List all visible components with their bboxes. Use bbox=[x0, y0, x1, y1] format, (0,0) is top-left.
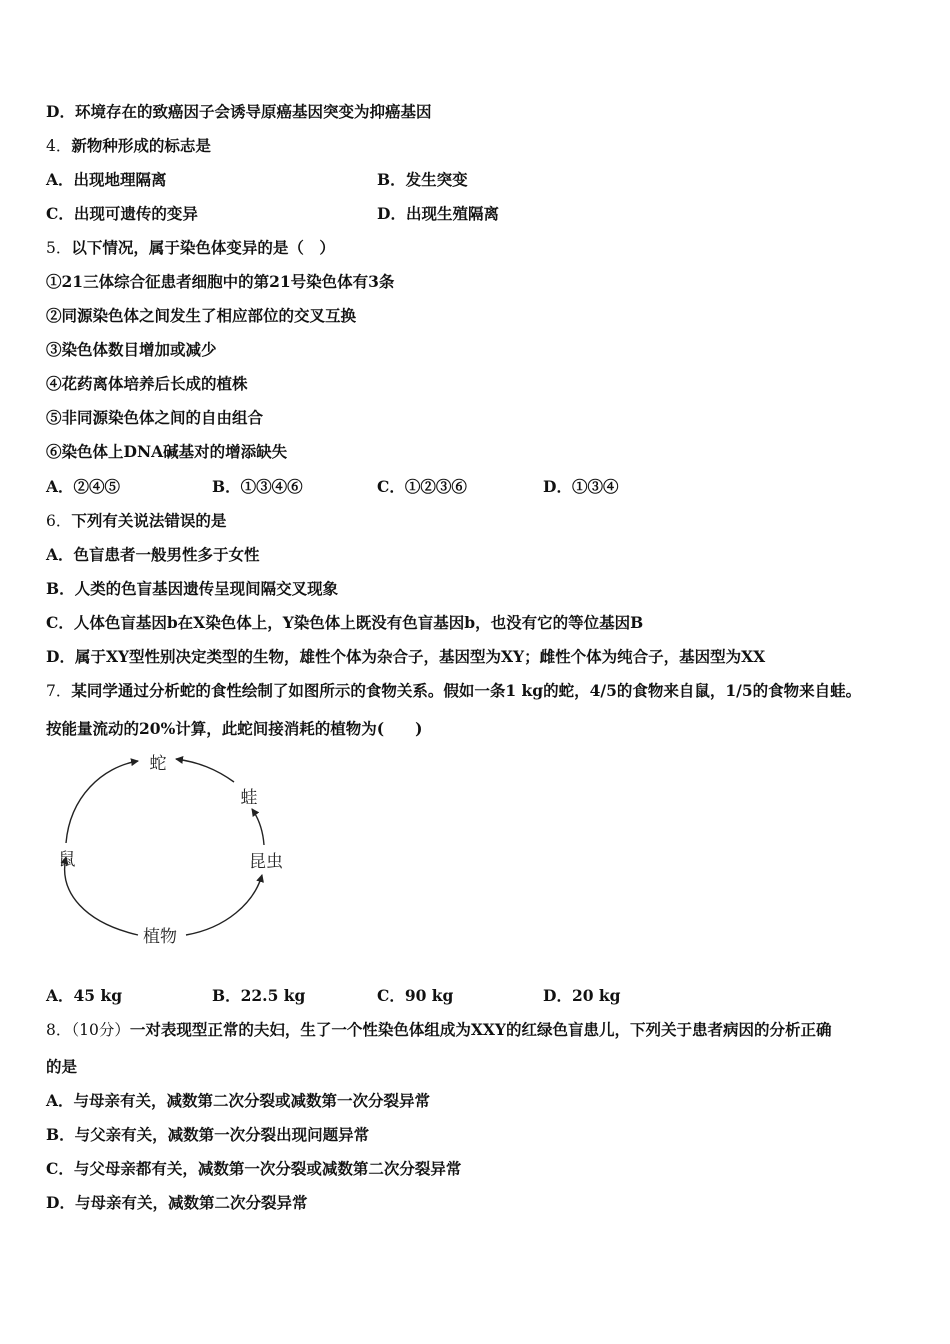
q7-option-d: D．20 kg bbox=[543, 986, 621, 1005]
q6-number: 6． bbox=[46, 512, 72, 530]
q6-option-b: B．人类的色盲基因遗传呈现间隔交叉现象 bbox=[46, 579, 339, 598]
label-insect: 昆虫 bbox=[249, 852, 283, 872]
q5-option-a: A．②④⑤ bbox=[46, 477, 121, 496]
q5-item-6: ⑥染色体上DNA碱基对的增添缺失 bbox=[46, 442, 288, 461]
q8-option-d: D．与母亲有关，减数第二次分裂异常 bbox=[46, 1193, 308, 1212]
q5-item-3: ③染色体数目增加或减少 bbox=[46, 340, 217, 359]
q7-number: 7． bbox=[46, 682, 72, 700]
q4-option-b: B．发生突变 bbox=[377, 170, 468, 189]
q8-number: 8． bbox=[46, 1021, 72, 1039]
q6-option-c: C．人体色盲基因b在X染色体上，Y染色体上既没有色盲基因b，也没有它的等位基因B bbox=[46, 613, 644, 632]
food-web-diagram bbox=[46, 745, 306, 955]
q8-option-a: A．与母亲有关，减数第二次分裂或减数第一次分裂异常 bbox=[46, 1091, 431, 1110]
q5-item-1: ①21三体综合征患者细胞中的第21号染色体有3条 bbox=[46, 272, 395, 291]
q3-option-d: D．环境存在的致癌因子会诱导原癌基因突变为抑癌基因 bbox=[46, 102, 432, 121]
q8-stem-1: 一对表现型正常的夫妇，生了一个性染色体组成为XXY的红绿色盲患儿，下列关于患者病因的分析正确 bbox=[129, 1020, 832, 1039]
q8-option-c: C．与父母亲都有关，减数第一次分裂或减数第二次分裂异常 bbox=[46, 1159, 462, 1178]
q6-option-a: A．色盲患者一般男性多于女性 bbox=[46, 545, 260, 564]
q8-stem-line-2: 的是 bbox=[46, 1057, 78, 1076]
q6-option-d: D．属于XY型性别决定类型的生物，雄性个体为杂合子，基因型为XY；雌性个体为纯合子，基因型为XX bbox=[46, 647, 766, 666]
q4-option-a: A．出现地理隔离 bbox=[46, 170, 167, 189]
label-frog: 蛙 bbox=[240, 788, 258, 808]
label-snake: 蛇 bbox=[149, 754, 167, 774]
q7-stem-line-1 bbox=[46, 680, 861, 702]
q5-option-b: B．①③④⑥ bbox=[212, 477, 303, 496]
q7-stem-line-2: 按能量流动的20%计算，此蛇间接消耗的植物为( ) bbox=[46, 719, 423, 738]
q8-option-b: B．与父亲有关，减数第一次分裂出现问题异常 bbox=[46, 1125, 370, 1144]
q8-stem-line-1 bbox=[46, 1019, 831, 1041]
q5-number: 5． bbox=[46, 239, 72, 257]
q4-stem-line bbox=[46, 135, 211, 157]
arrow-insect-to-frog bbox=[252, 809, 264, 845]
arrow-plant-to-insect bbox=[186, 875, 262, 935]
q5-item-4: ④花药离体培养后长成的植株 bbox=[46, 374, 248, 393]
q7-stem-1: 某同学通过分析蛇的食性绘制了如图所示的食物关系。假如一条1 kg的蛇，4/5的食物来自鼠，1/5的食物来自蛙。 bbox=[71, 681, 862, 700]
q5-stem-line bbox=[46, 237, 335, 259]
q7-option-a: A．45 kg bbox=[46, 986, 123, 1005]
q5-option-d: D．①③④ bbox=[543, 477, 619, 496]
q4-stem: 新物种形成的标志是 bbox=[71, 136, 211, 155]
q7-option-b: B．22.5 kg bbox=[212, 986, 306, 1005]
q5-item-2: ②同源染色体之间发生了相应部位的交叉互换 bbox=[46, 306, 357, 325]
label-mouse: 鼠 bbox=[58, 850, 76, 870]
q4-number: 4． bbox=[46, 137, 72, 155]
arrow-plant-to-mouse bbox=[65, 857, 138, 935]
q4-option-c: C．出现可遗传的变异 bbox=[46, 204, 198, 223]
q7-option-c: C．90 kg bbox=[377, 986, 454, 1005]
q6-stem-line bbox=[46, 510, 226, 532]
arrow-mouse-to-snake bbox=[66, 761, 138, 843]
q6-stem: 下列有关说法错误的是 bbox=[71, 511, 227, 530]
q5-option-c: C．①②③⑥ bbox=[377, 477, 467, 496]
q5-stem: 以下情况，属于染色体变异的是（ ） bbox=[71, 238, 335, 257]
q4-option-d: D．出现生殖隔离 bbox=[377, 204, 499, 223]
label-plant: 植物 bbox=[143, 927, 177, 947]
q5-item-5: ⑤非同源染色体之间的自由组合 bbox=[46, 408, 264, 427]
q8-score: （10分） bbox=[71, 1021, 130, 1039]
arrow-frog-to-snake bbox=[176, 759, 234, 782]
food-web-svg bbox=[46, 745, 306, 955]
